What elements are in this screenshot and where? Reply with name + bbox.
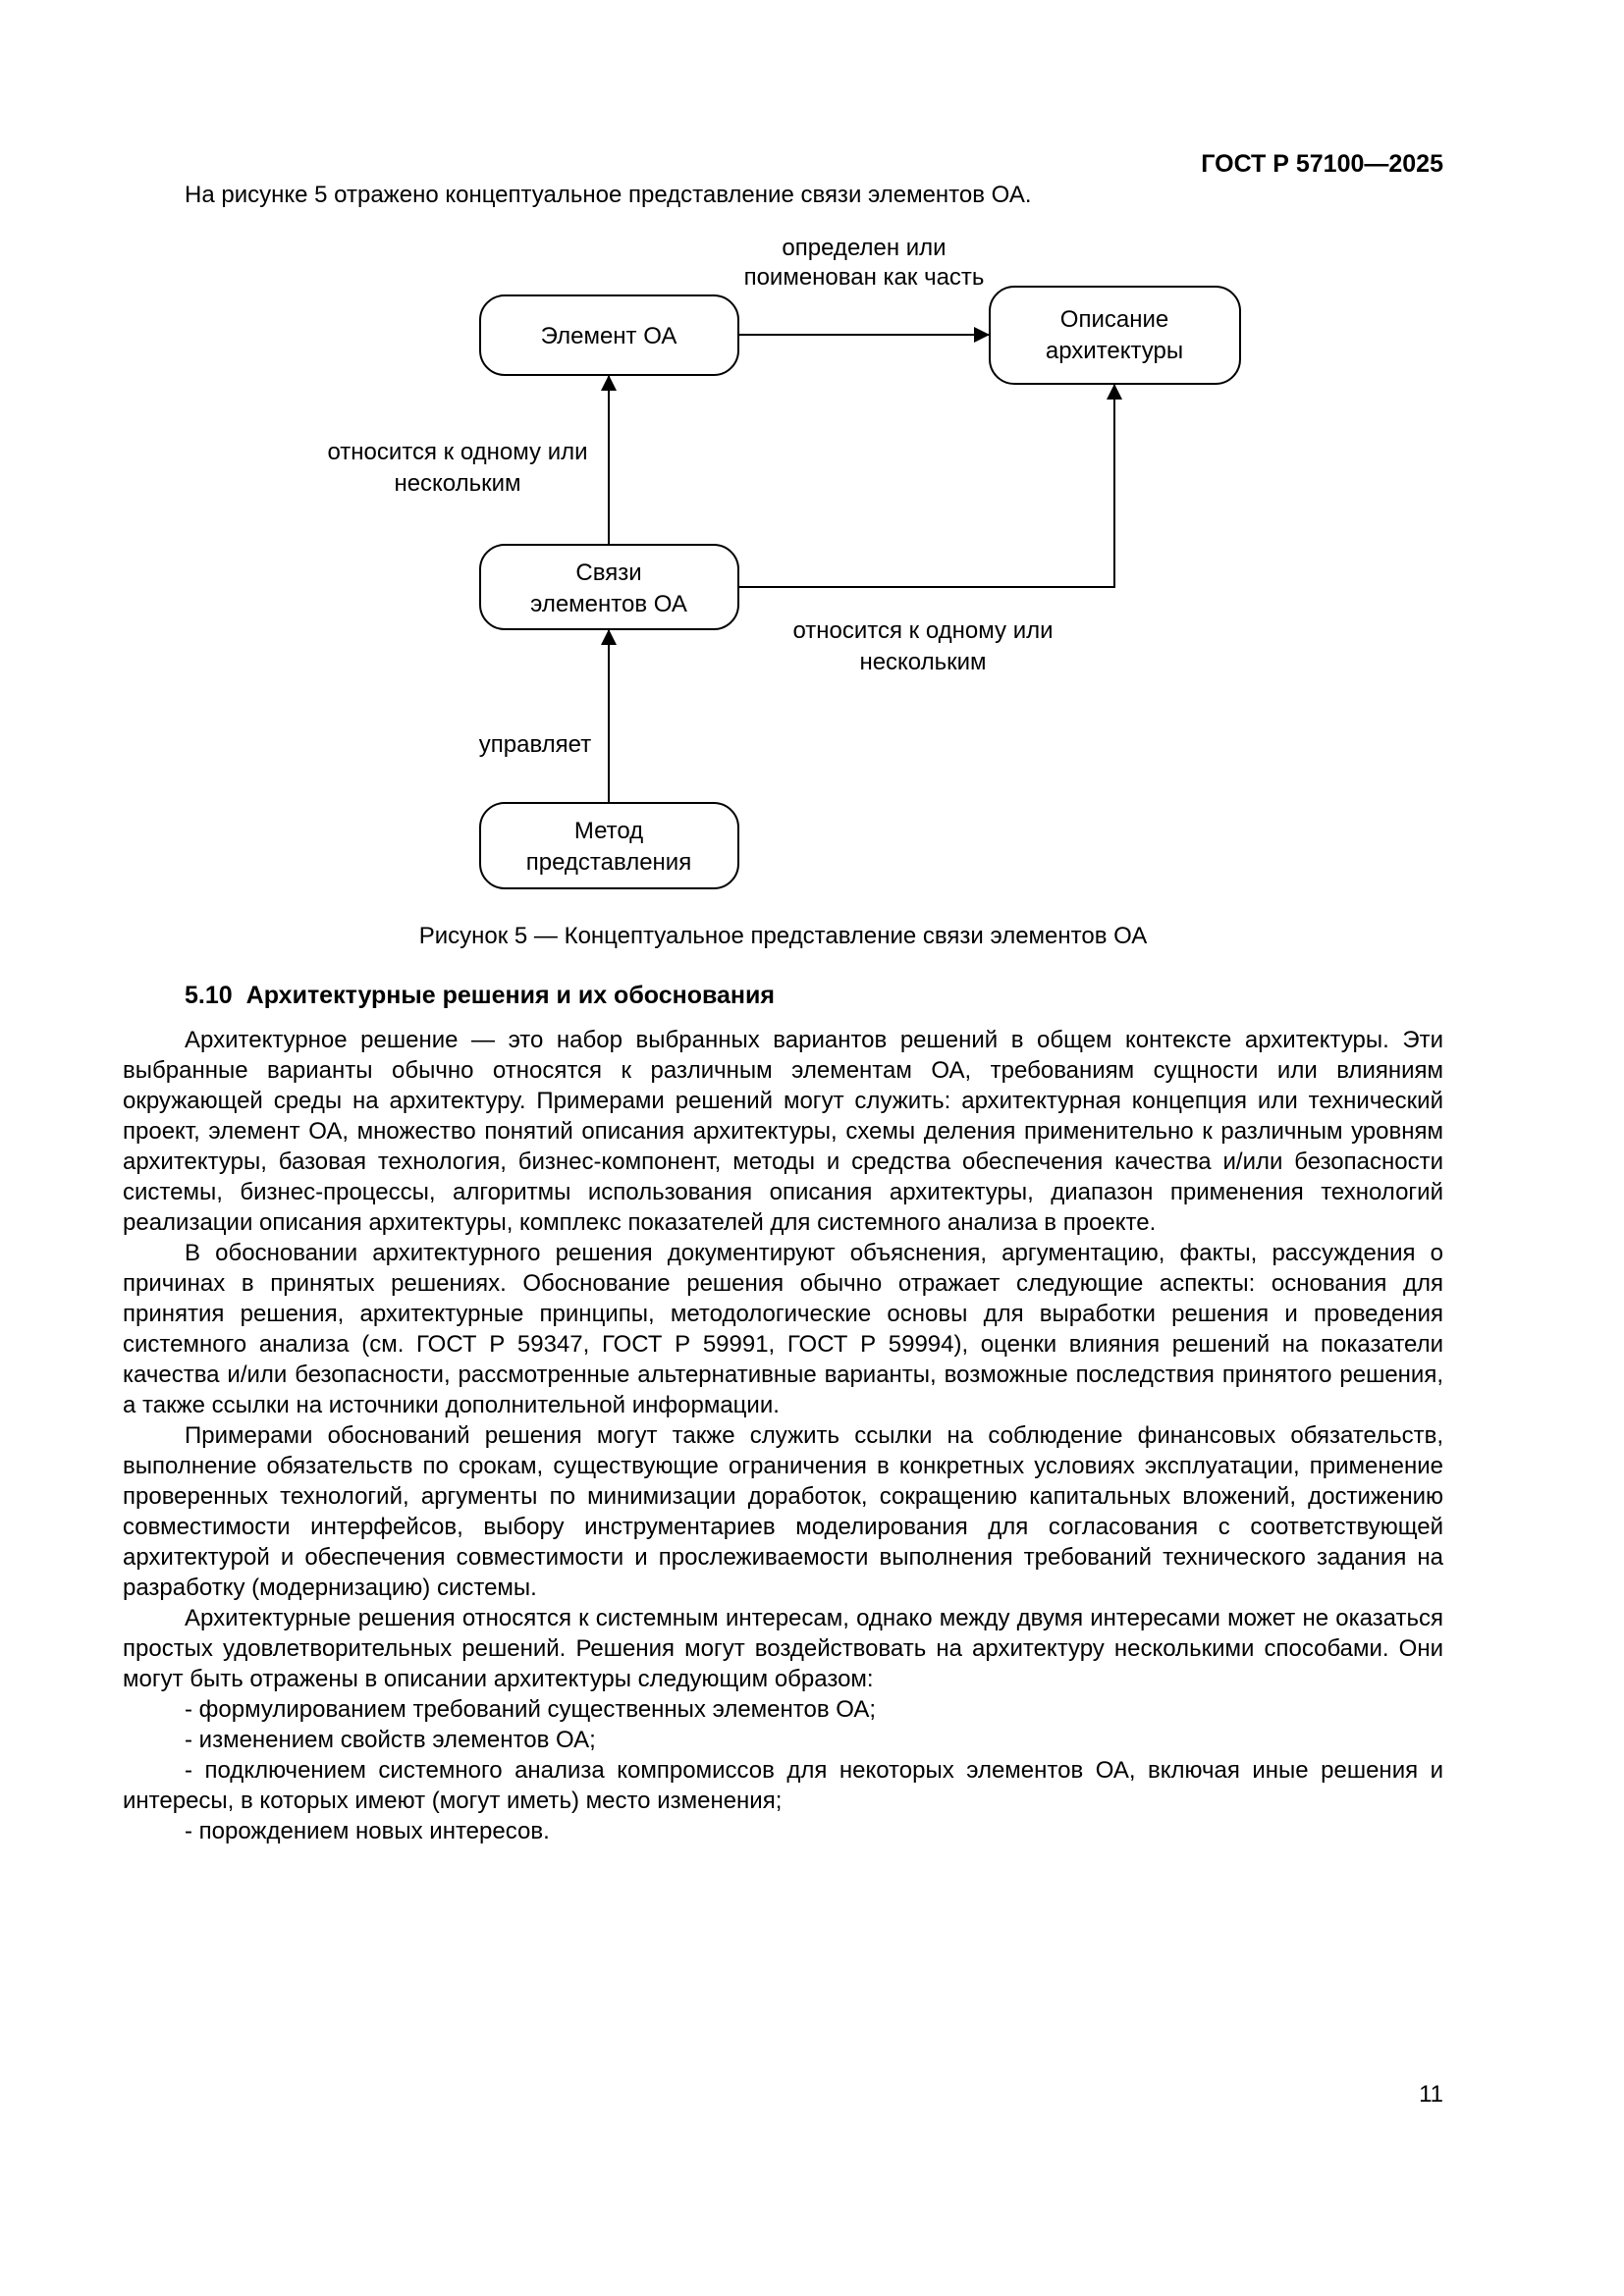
edge-label-relates1-line2: нескольким bbox=[394, 470, 521, 497]
list-item: - изменением свойств элементов ОА; bbox=[185, 1727, 596, 1753]
page-number: 11 bbox=[1419, 2081, 1443, 2108]
node-element-relations-label-line2: элементов ОА bbox=[530, 591, 687, 617]
intro-paragraph: На рисунке 5 отражено концептуальное представление связи элементов ОА. bbox=[185, 182, 1032, 208]
section-number: 5.10 bbox=[185, 982, 233, 1009]
node-element-relations-label-line1: Связи bbox=[575, 560, 642, 586]
node-architecture-description bbox=[990, 287, 1240, 384]
edge-label-defined-line1: определен или bbox=[782, 235, 947, 261]
node-architecture-description-label-line2: архитектуры bbox=[1045, 338, 1184, 364]
paragraph: В обосновании архитектурного решения документируют объяснения, аргументацию, факты, рассуждения о причинах в принятых решениях. Обоснование решения обычно отражает следующие аспекты: основания для принятия решения, архитектурные принципы, методологические основы для выработки решения и проведения системного анализа (см. ГОСТ Р 59347, ГОСТ Р 59991, ГОСТ Р 59994), оценки влияния решений на показатели качества и/или безопасности, рассмотренные альтернативные варианты, возможные последствия принятого решения, а также ссылки на источники дополнительной информации. bbox=[123, 1240, 1443, 1418]
document-header: ГОСТ Р 57100—2025 bbox=[1201, 150, 1443, 178]
node-representation-method-label-line1: Метод bbox=[573, 818, 644, 844]
node-representation-method-label-line2: представления bbox=[525, 849, 692, 876]
edge-label-governs: управляет bbox=[478, 731, 592, 758]
edge-label-relates2-line2: нескольким bbox=[859, 649, 987, 675]
paragraph: Архитектурные решения относятся к системным интересам, однако между двумя интересами может не оказаться простых удовлетворительных решений. Решения могут воздействовать на архитектуру несколькими способами. Они могут быть отражены в описании архитектуры следующим образом: bbox=[123, 1605, 1443, 1692]
arrow-relations-to-description bbox=[738, 384, 1114, 587]
list-item: - подключением системного анализа компромиссов для некоторых элементов ОА, включая иные решения и интересы, в которых имеют (могут иметь) место изменения; bbox=[123, 1757, 1443, 1814]
figure-5-diagram bbox=[123, 232, 1443, 909]
section-heading bbox=[123, 981, 1443, 1011]
edge-label-relates1-line1: относится к одному или bbox=[327, 439, 588, 465]
page-content bbox=[123, 0, 1443, 1846]
node-element-oa-label: Элемент ОА bbox=[540, 323, 677, 349]
edge-label-defined-line2: поименован как часть bbox=[743, 264, 985, 291]
list-item: - формулированием требований существенных элементов ОА; bbox=[185, 1696, 877, 1723]
node-architecture-description-label-line1: Описание bbox=[1059, 306, 1169, 333]
paragraph: Архитектурное решение — это набор выбранных вариантов решений в общем контексте архитектуры. Эти выбранные варианты обычно относятся к различным элементам ОА, требованиям сущности или влияниям окружающей среды на архитектуру. Примерами решений могут служить: архитектурная концепция или технический проект, элемент ОА, множество понятий описания архитектуры, схемы деления применительно к различным уровням архитектуры, базовая технология, бизнес-компонент, методы и средства обеспечения качества и/или безопасности системы, бизнес-процессы, алгоритмы использования описания архитектуры, диапазон применения технологий реализации описания архитектуры, комплекс показателей для системного анализа в проекте. bbox=[123, 1027, 1443, 1236]
list-item: - порождением новых интересов. bbox=[185, 1818, 550, 1844]
figure-caption: Рисунок 5 — Концептуальное представление связи элементов ОА bbox=[418, 923, 1148, 949]
section-title: Архитектурные решения и их обоснования bbox=[245, 982, 775, 1009]
edge-label-relates2-line1: относится к одному или bbox=[792, 617, 1054, 644]
paragraph: Примерами обоснований решения могут также служить ссылки на соблюдение финансовых обязательств, выполнение обязательств по срокам, существующие ограничения в конкретных условиях эксплуатации, применение проверенных технологий, аргументы по минимизации доработок, сокращению капитальных вложений, достижению совместимости интерфейсов, выбору инструментариев моделирования для согласования с соответствующей архитектурой и обеспечения совместимости и прослеживаемости выполнения требований технического задания на разработку (модернизацию) системы. bbox=[123, 1422, 1443, 1601]
